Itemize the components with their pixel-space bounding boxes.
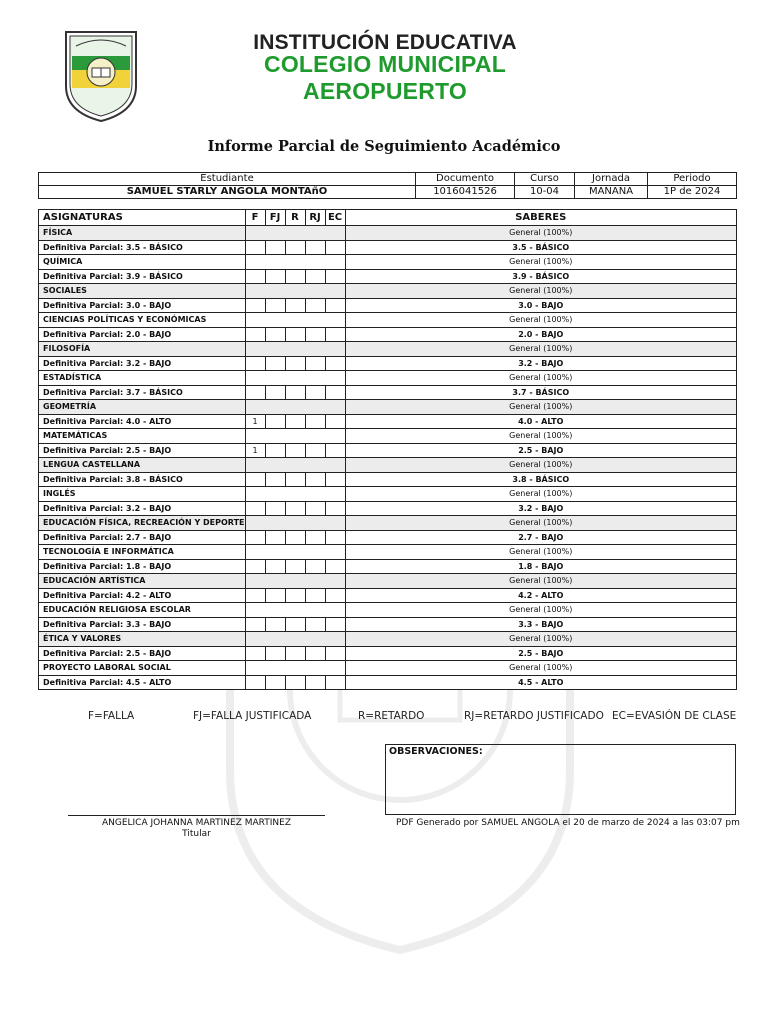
definitive-grade: Definitiva Parcial: 2.7 - BAJO — [39, 530, 246, 545]
r-count — [285, 414, 305, 429]
subject-row — [39, 603, 737, 618]
definitive-row — [39, 646, 737, 661]
knowledge-general-label: General (100%) — [345, 545, 736, 560]
fj-count — [265, 414, 285, 429]
f-count — [245, 327, 265, 342]
subject-name-spacer — [245, 400, 345, 415]
definitive-grade: Definitiva Parcial: 3.9 - BÁSICO — [39, 269, 246, 284]
subject-row — [39, 429, 737, 444]
subject-name: GEOMETRÍA — [39, 400, 246, 415]
rj-count — [305, 617, 325, 632]
rj-count — [305, 327, 325, 342]
subject-name: INGLÉS — [39, 487, 246, 502]
knowledge-value: 4.5 - ALTO — [345, 675, 736, 690]
r-count — [285, 530, 305, 545]
fj-header: FJ — [265, 210, 285, 226]
definitive-row — [39, 501, 737, 516]
definitive-row — [39, 617, 737, 632]
rj-header: RJ — [305, 210, 325, 226]
f-count — [245, 472, 265, 487]
knowledge-general-label: General (100%) — [345, 603, 736, 618]
student-info-value-row — [39, 186, 737, 199]
knowledge-value: 3.3 - BAJO — [345, 617, 736, 632]
subject-name-spacer — [245, 487, 345, 502]
definitive-row — [39, 327, 737, 342]
subject-name: QUÍMICA — [39, 255, 246, 270]
legend-falla: F=FALLA — [88, 710, 135, 722]
knowledge-value: 3.7 - BÁSICO — [345, 385, 736, 400]
definitive-row — [39, 530, 737, 545]
r-count — [285, 472, 305, 487]
definitive-grade: Definitiva Parcial: 2.5 - BAJO — [39, 443, 246, 458]
pdf-generated-footer: PDF Generado por SAMUEL ANGOLA el 20 de marzo de 2024 a las 03:07 pm — [396, 818, 740, 828]
definitive-row — [39, 414, 737, 429]
r-count — [285, 588, 305, 603]
legend-evasion: EC=EVASIÓN DE CLASE — [612, 710, 737, 722]
ec-count — [325, 356, 345, 371]
definitive-grade: Definitiva Parcial: 3.3 - BAJO — [39, 617, 246, 632]
ec-count — [325, 385, 345, 400]
subject-name: FÍSICA — [39, 226, 246, 241]
ec-count — [325, 617, 345, 632]
fj-count — [265, 356, 285, 371]
knowledge-value: 2.7 - BAJO — [345, 530, 736, 545]
definitive-grade: Definitiva Parcial: 3.2 - BAJO — [39, 501, 246, 516]
f-count — [245, 269, 265, 284]
subject-row — [39, 400, 737, 415]
r-count — [285, 385, 305, 400]
ec-count — [325, 472, 345, 487]
grades-header-row — [39, 210, 737, 226]
definitive-grade: Definitiva Parcial: 3.2 - BAJO — [39, 356, 246, 371]
ec-count — [325, 298, 345, 313]
ec-count — [325, 559, 345, 574]
definitive-row — [39, 443, 737, 458]
ec-count — [325, 588, 345, 603]
fj-count — [265, 617, 285, 632]
f-count — [245, 501, 265, 516]
ec-count — [325, 501, 345, 516]
definitive-row — [39, 675, 737, 690]
signature-name: ANGELICA JOHANNA MARTINEZ MARTINEZ — [101, 818, 292, 828]
student-info-header-row — [39, 173, 737, 186]
rj-count — [305, 414, 325, 429]
legend-retardo-justificado: RJ=RETARDO JUSTIFICADO — [464, 710, 604, 722]
r-count — [285, 240, 305, 255]
r-count — [285, 675, 305, 690]
f-count — [245, 675, 265, 690]
rj-count — [305, 385, 325, 400]
knowledge-value: 4.0 - ALTO — [345, 414, 736, 429]
subjects-header: ASIGNATURAS — [39, 210, 246, 226]
subject-name-spacer — [245, 255, 345, 270]
definitive-grade: Definitiva Parcial: 3.8 - BÁSICO — [39, 472, 246, 487]
subject-name: PROYECTO LABORAL SOCIAL — [39, 661, 246, 676]
knowledge-value: 3.0 - BAJO — [345, 298, 736, 313]
subject-row — [39, 313, 737, 328]
rj-count — [305, 240, 325, 255]
r-count — [285, 298, 305, 313]
ec-count — [325, 675, 345, 690]
definitive-row — [39, 385, 737, 400]
subject-row — [39, 342, 737, 357]
knowledge-value: 2.5 - BAJO — [345, 443, 736, 458]
fj-count — [265, 646, 285, 661]
knowledge-value: 3.2 - BAJO — [345, 501, 736, 516]
knowledge-general-label: General (100%) — [345, 487, 736, 502]
definitive-grade: Definitiva Parcial: 3.7 - BÁSICO — [39, 385, 246, 400]
school-crest-logo — [62, 28, 140, 124]
rj-count — [305, 559, 325, 574]
subject-name-spacer — [245, 458, 345, 473]
subject-name-spacer — [245, 603, 345, 618]
student-label: Estudiante — [39, 173, 416, 186]
knowledge-general-label: General (100%) — [345, 371, 736, 386]
r-count — [285, 327, 305, 342]
definitive-row — [39, 298, 737, 313]
r-count — [285, 646, 305, 661]
definitive-row — [39, 356, 737, 371]
period-label: Periodo — [648, 173, 737, 186]
rj-count — [305, 501, 325, 516]
definitive-grade: Definitiva Parcial: 1.8 - BAJO — [39, 559, 246, 574]
fj-count — [265, 240, 285, 255]
ec-count — [325, 646, 345, 661]
subject-name: TECNOLOGÍA E INFORMÁTICA — [39, 545, 246, 560]
definitive-row — [39, 240, 737, 255]
f-count — [245, 646, 265, 661]
institution-name: COLEGIO MUNICIPAL AEROPUERTO — [264, 51, 506, 104]
f-count — [245, 617, 265, 632]
definitive-grade: Definitiva Parcial: 4.2 - ALTO — [39, 588, 246, 603]
report-title: Informe Parcial de Seguimiento Académico — [207, 138, 561, 155]
f-count — [245, 559, 265, 574]
subject-name-spacer — [245, 632, 345, 647]
course-label: Curso — [515, 173, 575, 186]
shift-label: Jornada — [575, 173, 648, 186]
subject-name-spacer — [245, 661, 345, 676]
knowledge-general-label: General (100%) — [345, 342, 736, 357]
subject-name-spacer — [245, 429, 345, 444]
subject-row — [39, 632, 737, 647]
knowledge-general-label: General (100%) — [345, 226, 736, 241]
knowledge-value: 3.9 - BÁSICO — [345, 269, 736, 284]
subject-row — [39, 516, 737, 531]
student-document: 1016041526 — [416, 186, 515, 199]
fj-count — [265, 443, 285, 458]
knowledge-value: 3.2 - BAJO — [345, 356, 736, 371]
rj-count — [305, 530, 325, 545]
f-header: F — [245, 210, 265, 226]
subject-name-spacer — [245, 574, 345, 589]
knowledge-general-label: General (100%) — [345, 255, 736, 270]
subject-row — [39, 226, 737, 241]
rj-count — [305, 675, 325, 690]
definitive-grade: Definitiva Parcial: 4.0 - ALTO — [39, 414, 246, 429]
subject-name-spacer — [245, 284, 345, 299]
ec-count — [325, 530, 345, 545]
subject-name-spacer — [245, 371, 345, 386]
ec-count — [325, 240, 345, 255]
rj-count — [305, 298, 325, 313]
r-count — [285, 617, 305, 632]
f-count — [245, 356, 265, 371]
subject-name: FILOSOFÍA — [39, 342, 246, 357]
rj-count — [305, 472, 325, 487]
document-label: Documento — [416, 173, 515, 186]
subject-row — [39, 284, 737, 299]
subject-row — [39, 574, 737, 589]
r-count — [285, 443, 305, 458]
student-name: SAMUEL STARLY ANGOLA MONTAñO — [39, 186, 416, 199]
subject-name: ÉTICA Y VALORES — [39, 632, 246, 647]
subject-row — [39, 255, 737, 270]
r-count — [285, 559, 305, 574]
fj-count — [265, 298, 285, 313]
knowledge-general-label: General (100%) — [345, 284, 736, 299]
definitive-grade: Definitiva Parcial: 4.5 - ALTO — [39, 675, 246, 690]
rj-count — [305, 356, 325, 371]
fj-count — [265, 501, 285, 516]
student-course: 10-04 — [515, 186, 575, 199]
knowledge-value: 3.8 - BÁSICO — [345, 472, 736, 487]
fj-count — [265, 530, 285, 545]
grades-table — [38, 209, 737, 690]
subject-row — [39, 487, 737, 502]
knowledge-value: 2.0 - BAJO — [345, 327, 736, 342]
knowledge-value: 1.8 - BAJO — [345, 559, 736, 574]
subject-name: LENGUA CASTELLANA — [39, 458, 246, 473]
fj-count — [265, 559, 285, 574]
fj-count — [265, 385, 285, 400]
knowledge-value: 2.5 - BAJO — [345, 646, 736, 661]
f-count: 1 — [245, 443, 265, 458]
ec-count — [325, 269, 345, 284]
definitive-row — [39, 559, 737, 574]
subject-name: ESTADÍSTICA — [39, 371, 246, 386]
knowledge-general-label: General (100%) — [345, 429, 736, 444]
ec-header: EC — [325, 210, 345, 226]
subject-name: EDUCACIÓN RELIGIOSA ESCOLAR — [39, 603, 246, 618]
signature-role: Titular — [182, 829, 211, 839]
observations-label: OBSERVACIONES: — [389, 746, 483, 757]
fj-count — [265, 327, 285, 342]
f-count: 1 — [245, 414, 265, 429]
subject-name: EDUCACIÓN ARTÍSTICA — [39, 574, 246, 589]
definitive-row — [39, 269, 737, 284]
f-count — [245, 298, 265, 313]
f-count — [245, 240, 265, 255]
r-count — [285, 269, 305, 284]
rj-count — [305, 588, 325, 603]
subject-name-spacer — [245, 545, 345, 560]
knowledge-header: SABERES — [345, 210, 736, 226]
definitive-grade: Definitiva Parcial: 2.5 - BAJO — [39, 646, 246, 661]
fj-count — [265, 472, 285, 487]
r-count — [285, 356, 305, 371]
subject-name: EDUCACIÓN FÍSICA, RECREACIÓN Y DEPORTE — [39, 516, 246, 531]
f-count — [245, 588, 265, 603]
fj-count — [265, 269, 285, 284]
knowledge-general-label: General (100%) — [345, 458, 736, 473]
definitive-grade: Definitiva Parcial: 2.0 - BAJO — [39, 327, 246, 342]
subject-name: MATEMÁTICAS — [39, 429, 246, 444]
subject-row — [39, 545, 737, 560]
subject-name-spacer — [245, 342, 345, 357]
rj-count — [305, 269, 325, 284]
rj-count — [305, 646, 325, 661]
signature-line — [68, 815, 325, 816]
knowledge-general-label: General (100%) — [345, 632, 736, 647]
definitive-grade: Definitiva Parcial: 3.5 - BÁSICO — [39, 240, 246, 255]
subject-row — [39, 371, 737, 386]
definitive-row — [39, 472, 737, 487]
legend-falla-justificada: FJ=FALLA JUSTIFICADA — [193, 710, 312, 722]
knowledge-value: 4.2 - ALTO — [345, 588, 736, 603]
definitive-grade: Definitiva Parcial: 3.0 - BAJO — [39, 298, 246, 313]
legend-retardo: R=RETARDO — [358, 710, 425, 722]
r-header: R — [285, 210, 305, 226]
subject-name-spacer — [245, 226, 345, 241]
rj-count — [305, 443, 325, 458]
subject-name: SOCIALES — [39, 284, 246, 299]
institution-title: INSTITUCIÓN EDUCATIVA — [253, 31, 517, 54]
knowledge-general-label: General (100%) — [345, 313, 736, 328]
fj-count — [265, 588, 285, 603]
student-shift: MAÑANA — [575, 186, 648, 199]
knowledge-general-label: General (100%) — [345, 400, 736, 415]
fj-count — [265, 675, 285, 690]
f-count — [245, 530, 265, 545]
f-count — [245, 385, 265, 400]
knowledge-value: 3.5 - BÁSICO — [345, 240, 736, 255]
subject-row — [39, 661, 737, 676]
subject-name: CIENCIAS POLÍTICAS Y ECONÓMICAS — [39, 313, 246, 328]
knowledge-general-label: General (100%) — [345, 516, 736, 531]
ec-count — [325, 414, 345, 429]
r-count — [285, 501, 305, 516]
subject-name-spacer — [245, 516, 345, 531]
ec-count — [325, 327, 345, 342]
definitive-row — [39, 588, 737, 603]
subject-row — [39, 458, 737, 473]
student-period: 1P de 2024 — [648, 186, 737, 199]
student-info-table — [38, 172, 737, 199]
knowledge-general-label: General (100%) — [345, 574, 736, 589]
ec-count — [325, 443, 345, 458]
knowledge-general-label: General (100%) — [345, 661, 736, 676]
subject-name-spacer — [245, 313, 345, 328]
